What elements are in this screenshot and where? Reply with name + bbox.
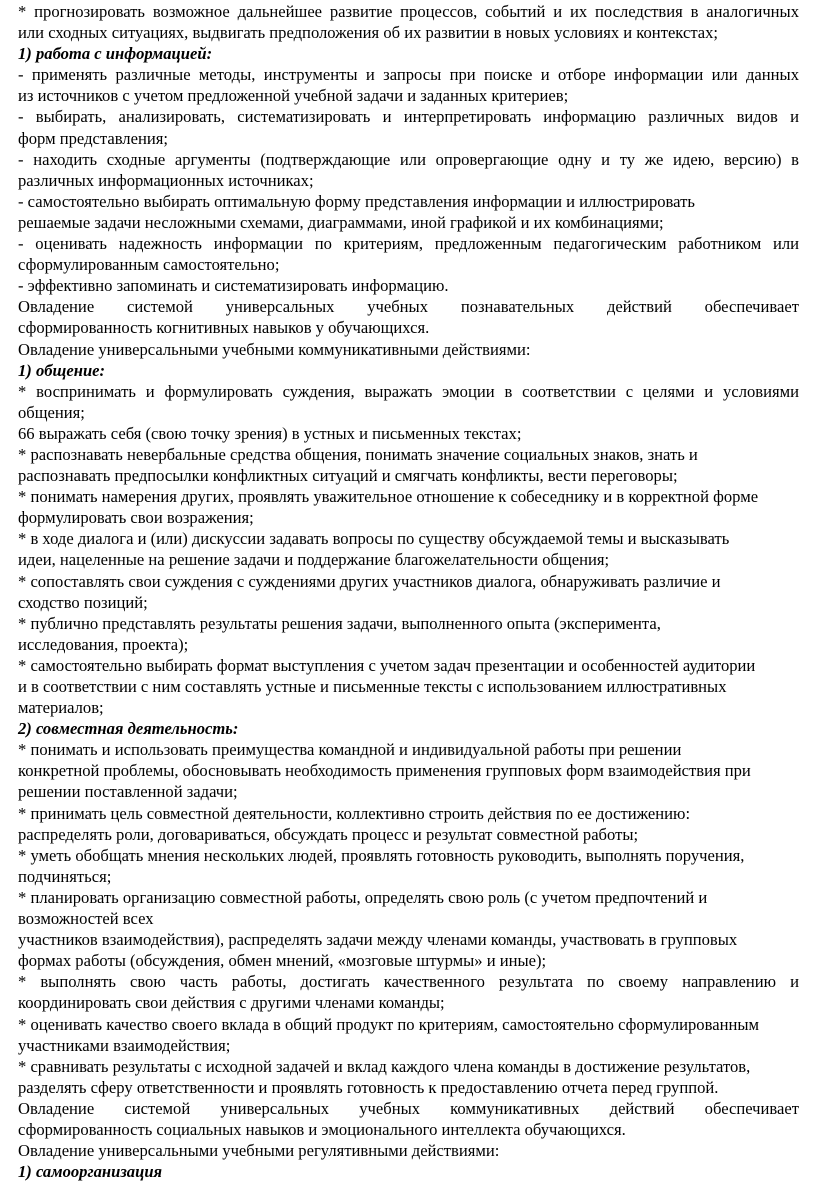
text-line: - оценивать надежность информации по критериям, предложенным педагогическим работником или [18, 234, 799, 254]
text-line: решаемые задачи несложными схемами, диаграммами, иной графикой и их комбинациями; [18, 212, 664, 232]
text-line: различных информационных источниках; [18, 170, 314, 190]
text-line: - применять различные методы, инструменты и запросы при поиске и отборе информации или данных [18, 65, 799, 85]
text-line: решении поставленной задачи; [18, 782, 238, 802]
text-line: возможностей всех [18, 909, 154, 929]
text-line: или сходных ситуациях, выдвигать предположения об их развитии в новых условиях и контекстах; [18, 23, 719, 43]
text-line: идеи, нацеленные на решение задачи и поддержание благожелательности общения; [18, 550, 610, 570]
text-line: конкретной проблемы, обосновывать необходимость применения групповых форм взаимодействия при [18, 761, 751, 781]
text-line: Овладение универсальными учебными коммуникативными действиями: [18, 339, 531, 359]
text-line: исследования, проекта); [18, 634, 189, 654]
text-line: - самостоятельно выбирать оптимальную форму представления информации и иллюстрировать [18, 191, 695, 211]
text-line: подчиняться; [18, 866, 112, 886]
text-line: Овладение системой универсальных учебных коммуникативных действий обеспечивает [18, 1098, 799, 1118]
text-line: * сопоставлять свои суждения с суждениями других участников диалога, обнаруживать различие и [18, 571, 721, 591]
text-line: * планировать организацию совместной работы, определять свою роль (с учетом предпочтений и [18, 887, 708, 907]
text-line: * распознавать невербальные средства общения, понимать значение социальных знаков, знать и [18, 444, 698, 464]
text-line: сходство позиций; [18, 592, 148, 612]
text-line: общения; [18, 402, 85, 422]
text-line: * понимать и использовать преимущества командной и индивидуальной работы при решении [18, 740, 682, 760]
text-line: сформулированным самостоятельно; [18, 255, 280, 275]
text-line: материалов; [18, 698, 104, 718]
text-line: разделять сферу ответственности и проявлять готовность к предоставлению отчета перед группой. [18, 1077, 719, 1097]
text-line: сформированность социальных навыков и эмоционального интеллекта обучающихся. [18, 1119, 626, 1139]
text-line: формах работы (обсуждения, обмен мнений, «мозговые штурмы» и иные); [18, 951, 547, 971]
text-line: участниками взаимодействия; [18, 1035, 231, 1055]
text-line: - находить сходные аргументы (подтверждающие или опровергающие одну и ту же идею, версию) в [18, 149, 799, 169]
text-line: * воспринимать и формулировать суждения, выражать эмоции в соответствии с целями и условиями [18, 381, 799, 401]
text-line: * принимать цель совместной деятельности, коллективно строить действия по ее достижению: [18, 803, 691, 823]
text-line: - выбирать, анализировать, систематизировать и интерпретировать информацию различных видов и [18, 107, 799, 127]
text-line: * самостоятельно выбирать формат выступления с учетом задач презентации и особенностей аудитории [18, 655, 756, 675]
text-line: * прогнозировать возможное дальнейшее развитие процессов, событий и их последствия в аналогичных [18, 2, 799, 21]
text-line: координировать свои действия с другими членами команды; [18, 993, 445, 1013]
text-line: * выполнять свою часть работы, достигать качественного результата по своему направлению и [18, 972, 799, 992]
section-heading: 1) самоорганизация [18, 1162, 163, 1182]
section-heading: 2) совместная деятельность: [18, 719, 239, 739]
section-heading: 1) работа с информацией: [18, 44, 213, 64]
text-line: участников взаимодействия), распределять задачи между членами команды, участвовать в групповых [18, 930, 738, 950]
text-line: Овладение универсальными учебными регулятивными действиями: [18, 1141, 500, 1161]
text-line: распознавать предпосылки конфликтных ситуаций и смягчать конфликты, вести переговоры; [18, 466, 678, 486]
text-line: формулировать свои возражения; [18, 508, 254, 528]
text-line: * понимать намерения других, проявлять уважительное отношение к собеседнику и в корректной форме [18, 487, 759, 507]
text-line: Овладение системой универсальных учебных познавательных действий обеспечивает [18, 297, 799, 317]
text-line: и в соответствии с ним составлять устные и письменные тексты с использованием иллюстративных [18, 677, 727, 696]
text-line: * публично представлять результаты решения задачи, выполненного опыта (эксперимента, [18, 613, 661, 633]
text-line: 66 выражать себя (свою точку зрения) в устных и письменных текстах; [18, 423, 522, 443]
text-line: * сравнивать результаты с исходной задачей и вклад каждого члена команды в достижение результатов, [18, 1056, 751, 1076]
text-line: * в ходе диалога и (или) дискуссии задавать вопросы по существу обсуждаемой темы и высказывать [18, 529, 730, 549]
text-line: * уметь обобщать мнения нескольких людей, проявлять готовность руководить, выполнять поручения, [18, 845, 745, 865]
text-line: форм представления; [18, 128, 168, 148]
section-heading: 1) общение: [18, 360, 106, 380]
text-line: * оценивать качество своего вклада в общий продукт по критериям, самостоятельно сформулированным [18, 1014, 759, 1034]
text-line: - эффективно запоминать и систематизировать информацию. [18, 276, 449, 296]
text-line: сформированность когнитивных навыков у обучающихся. [18, 318, 430, 338]
text-line: распределять роли, договариваться, обсуждать процесс и результат совместной работы; [18, 824, 639, 844]
text-line: из источников с учетом предложенной учебной задачи и заданных критериев; [18, 86, 569, 106]
